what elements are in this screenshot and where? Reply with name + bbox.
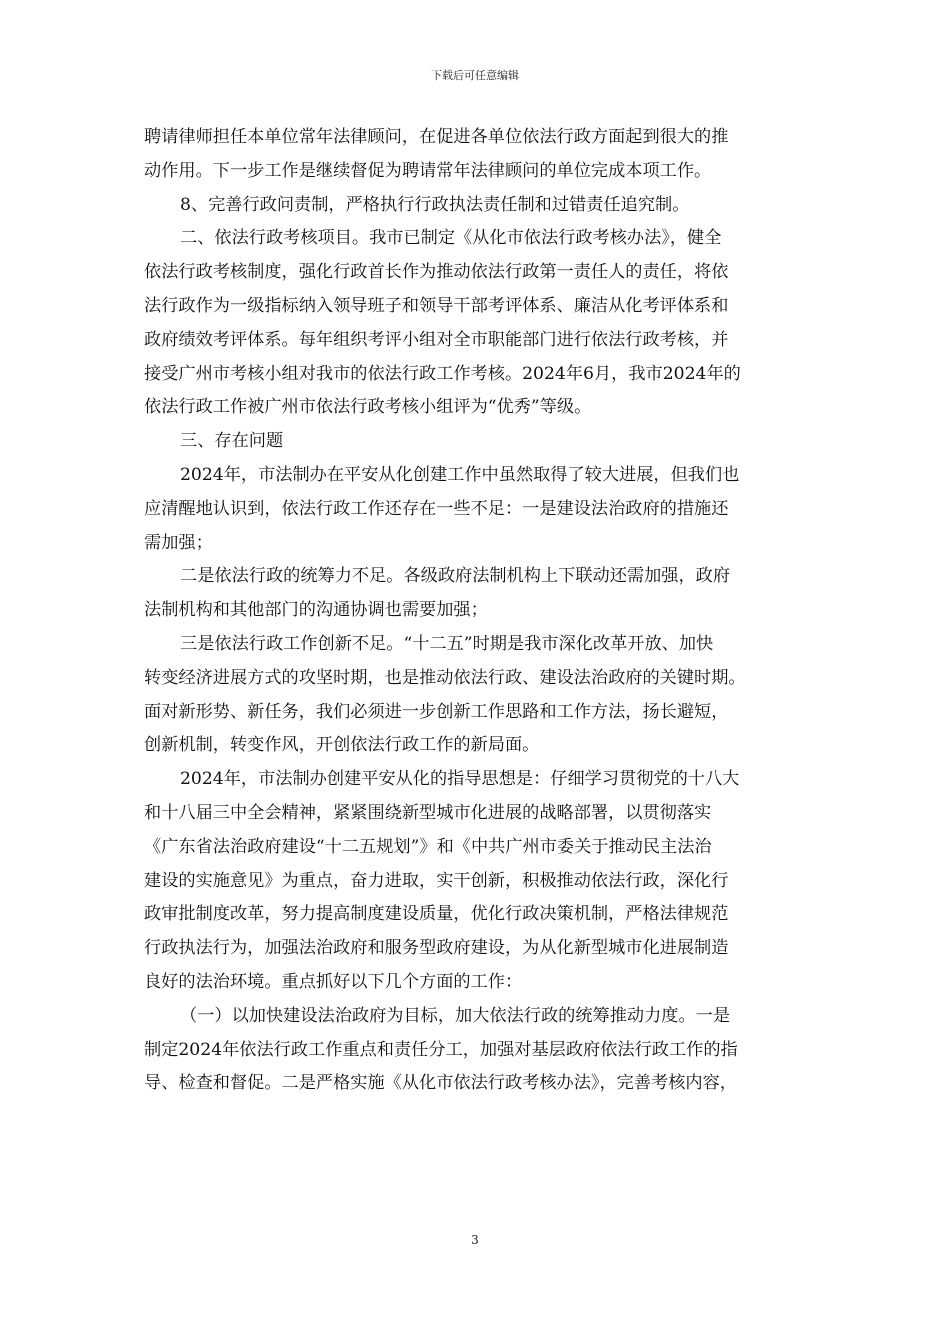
text-line: 二、依法行政考核项目。我市已制定《从化市依法行政考核办法》，健全 — [180, 228, 722, 249]
text-line: 8、完善行政问责制，严格执行行政执法责任制和过错责任追究制。 — [180, 194, 690, 215]
text-line: 建设的实施意见》为重点，奋力进取，实干创新，积极推动依法行政，深化行 — [144, 870, 729, 891]
text-line: 需加强； — [144, 532, 213, 553]
text-line: 法制机构和其他部门的沟通协调也需要加强； — [144, 600, 488, 621]
text-line: 接受广州市考核小组对我市的依法行政工作考核。2024年6月，我市2024年的 — [144, 363, 741, 384]
text-line: 和十八届三中全会精神，紧紧围绕新型城市化进展的战略部署，以贯彻落实 — [144, 802, 712, 823]
text-line: 《广东省法治政府建设“十二五规划”》和《中共广州市委关于推动民主法治 — [144, 836, 712, 857]
text-line: 良好的法治环境。重点抓好以下几个方面的工作： — [144, 971, 523, 992]
text-line: 依法行政工作被广州市依法行政考核小组评为“优秀”等级。 — [144, 397, 592, 418]
text-line: 政府绩效考评体系。每年组织考评小组对全市职能部门进行依法行政考核，并 — [144, 329, 729, 350]
text-line: 2024年，市法制办在平安从化创建工作中虽然取得了较大进展，但我们也 — [180, 464, 740, 485]
text-line: 三、存在问题 — [180, 431, 284, 452]
document-body — [144, 121, 810, 1101]
text-line: 动作用。下一步工作是继续督促为聘请常年法律顾问的单位完成本项工作。 — [144, 160, 712, 181]
page-header: 下载后可任意编辑 — [431, 69, 519, 82]
text-line: 面对新形势、新任务，我们必须进一步创新工作思路和工作方法，扬长避短， — [144, 701, 729, 722]
text-line: 应清醒地认识到，依法行政工作还存在一些不足：一是建设法治政府的措施还 — [144, 498, 729, 519]
text-line: 转变经济进展方式的攻坚时期，也是推动依法行政、建设法治政府的关键时期。 — [144, 667, 746, 688]
text-line: 二是依法行政的统筹力不足。各级政府法制机构上下联动还需加强，政府 — [180, 566, 731, 587]
text-line: 依法行政考核制度，强化行政首长作为推动依法行政第一责任人的责任，将依 — [144, 262, 729, 283]
text-line: 创新机制，转变作风，开创依法行政工作的新局面。 — [144, 735, 540, 756]
text-line: 行政执法行为，加强法治政府和服务型政府建设，为从化新型城市化进展制造 — [144, 938, 729, 959]
page-number: 3 — [471, 1233, 479, 1247]
text-line: 导、检查和督促。二是严格实施《从化市依法行政考核办法》，完善考核内容， — [144, 1073, 737, 1094]
text-line: 三是依法行政工作创新不足。“十二五”时期是我市深化改革开放、加快 — [180, 633, 714, 654]
text-line: 制定2024年依法行政工作重点和责任分工，加强对基层政府依法行政工作的指 — [144, 1039, 738, 1060]
text-line: 政审批制度改革，努力提高制度建设质量，优化行政决策机制，严格法律规范 — [144, 904, 729, 925]
text-line: （一）以加快建设法治政府为目标，加大依法行政的统筹推动力度。一是 — [180, 1005, 731, 1026]
text-line: 法行政作为一级指标纳入领导班子和领导干部考评体系、廉洁从化考评体系和 — [144, 295, 729, 316]
text-line: 聘请律师担任本单位常年法律顾问，在促进各单位依法行政方面起到很大的推 — [144, 127, 729, 147]
text-line: 2024年，市法制办创建平安从化的指导思想是：仔细学习贯彻党的十八大 — [180, 769, 740, 790]
